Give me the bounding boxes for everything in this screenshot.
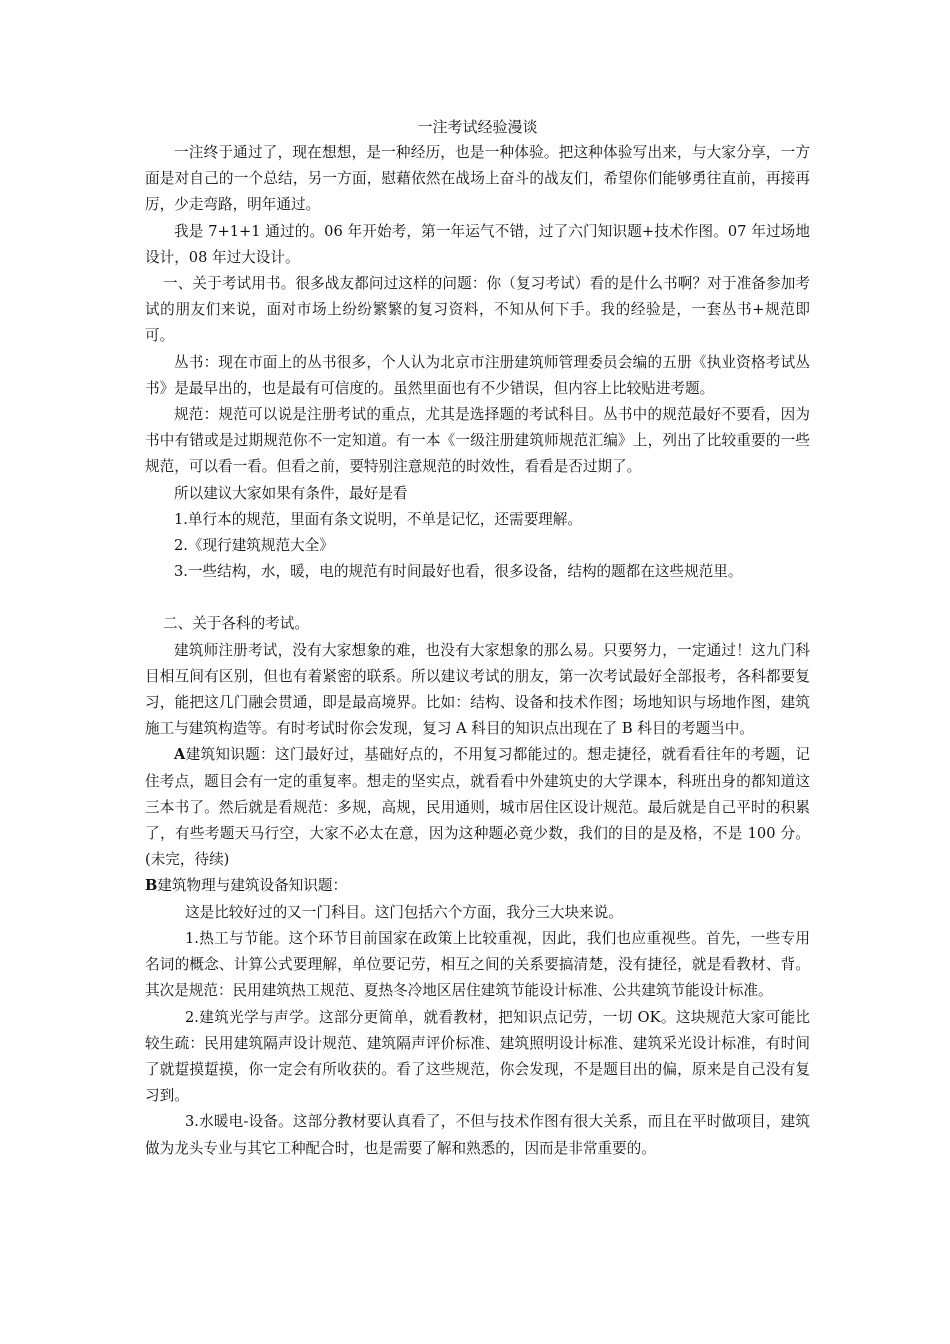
paragraph-exam-history: 我是 7+1+1 通过的。06 年开始考，第一年运气不错，过了六门知识题+技术作图。07 年过场地设计，08 年过大设计。: [145, 222, 810, 266]
paragraph-thermal: 1.热工与节能。这个环节目前国家在政策上比较重视，因此，我们也应重视些。首先，一些专用名词的概念、计算公式要理解，单位要记劳，相互之间的关系要搞清楚，没有捷径，就是看教材、背。其次是规范：民用建筑热工规范、夏热冬冷地区居住建筑节能设计标准、公共建筑节能设计标准。: [145, 929, 810, 1000]
paragraph-suggestion: 所以建议大家如果有条件，最好是看: [174, 484, 408, 502]
paragraph-section-1-books: 一、关于考试用书。很多战友都问过这样的问题：你（复习考试）看的是什么书啊？对于准备参加考试的朋友们来说，面对市场上纷纷繁繁的复习资料，不知从何下手。我的经验是，一套丛书+规范即可。: [145, 275, 810, 345]
paragraph-subject-a: [145, 742, 810, 873]
subject-a-text: 建筑知识题：这门最好过，基础好点的，不用复习都能过的。想走捷径，就看看往年的考题，记住考点，题目会有一定的重复率。想走的坚实点，就看看中外建筑史的大学课本，科班出身的都知道这三本书了。然后就是看规范：多规，高规，民用通则，城市居住区设计规范。最后就是自己平时的积累了，有些考题天马行空，大家不必太在意，因为这种题必竟少数，我们的目的是及格，不是 100 分。(未完，待续): [145, 746, 810, 869]
paragraph-intro: 一注终于通过了，现在想想，是一种经历，也是一种体验。把这种体验写出来，与大家分享，一方面是对自己的一个总结，另一方面，慰藉依然在战场上奋斗的战友们，希望你们能够勇往直前，再接再厉，少走弯路，明年通过。: [145, 144, 810, 214]
paragraph-section-2-heading: 二、关于各科的考试。: [163, 615, 309, 633]
document-page: [145, 114, 810, 1162]
subject-a-label: A: [174, 746, 186, 764]
subject-b-text: 建筑物理与建筑设备知识题：: [157, 877, 348, 895]
paragraph-exam-overview: 建筑师注册考试，没有大家想象的难，也没有大家想象的那么易。只要努力，一定通过！这九门科目相互间有区别，但也有着紧密的联系。所以建议考试的朋友，第一次考试最好全部报考，各科都要复习，能把这几门融会贯通，即是最高境界。比如：结构、设备和技术作图；场地知识与场地作图，建筑施工与建筑构造等。有时考试时你会发现，复习 A 科目的知识点出现在了 B 科目的考题当中。: [145, 641, 810, 738]
list-item-1: 1.单行本的规范，里面有条文说明，不单是记忆，还需要理解。: [174, 510, 582, 528]
document-title: 一注考试经验漫谈: [417, 118, 538, 136]
paragraph-subject-b-intro: 这是比较好过的又一门科目。这门包括六个方面，我分三大块来说。: [185, 903, 623, 921]
paragraph-subject-b-heading: [145, 873, 810, 899]
paragraph-book-series: 丛书：现在市面上的丛书很多，个人认为北京市注册建筑师管理委员会编的五册《执业资格考试丛书》是最早出的，也是最有可信度的。虽然里面也有不少错误，但内容上比较贴进考题。: [145, 353, 810, 397]
paragraph-mep: 3.水暖电-设备。这部分教材要认真看了，不但与技术作图有很大关系，而且在平时做项目，建筑做为龙头专业与其它工种配合时，也是需要了解和熟悉的，因而是非常重要的。: [145, 1113, 810, 1157]
paragraph-optics-acoustics: 2.建筑光学与声学。这部分更简单，就看教材，把知识点记劳，一切 OK。这块规范大家可能比较生疏：民用建筑隔声设计规范、建筑隔声评价标准、建筑照明设计标准、建筑采光设计标准，有时间了就踅摸踅摸，你一定会有所收获的。看了这些规范，你会发现，不是题目出的偏，原来是自己没有复习到。: [145, 1008, 810, 1105]
paragraph-codes: 规范：规范可以说是注册考试的重点，尤其是选择题的考试科目。丛书中的规范最好不要看，因为书中有错或是过期规范你不一定知道。有一本《一级注册建筑师规范汇编》上，列出了比较重要的一些规范，可以看一看。但看之前，要特别注意规范的时效性，看看是否过期了。: [145, 406, 810, 476]
subject-b-label: B: [145, 877, 158, 895]
list-item-3: 3.一些结构，水，暖，电的规范有时间最好也看，很多设备，结构的题都在这些规范里。: [174, 563, 743, 581]
list-item-2: 2.《现行建筑规范大全》: [174, 537, 334, 555]
